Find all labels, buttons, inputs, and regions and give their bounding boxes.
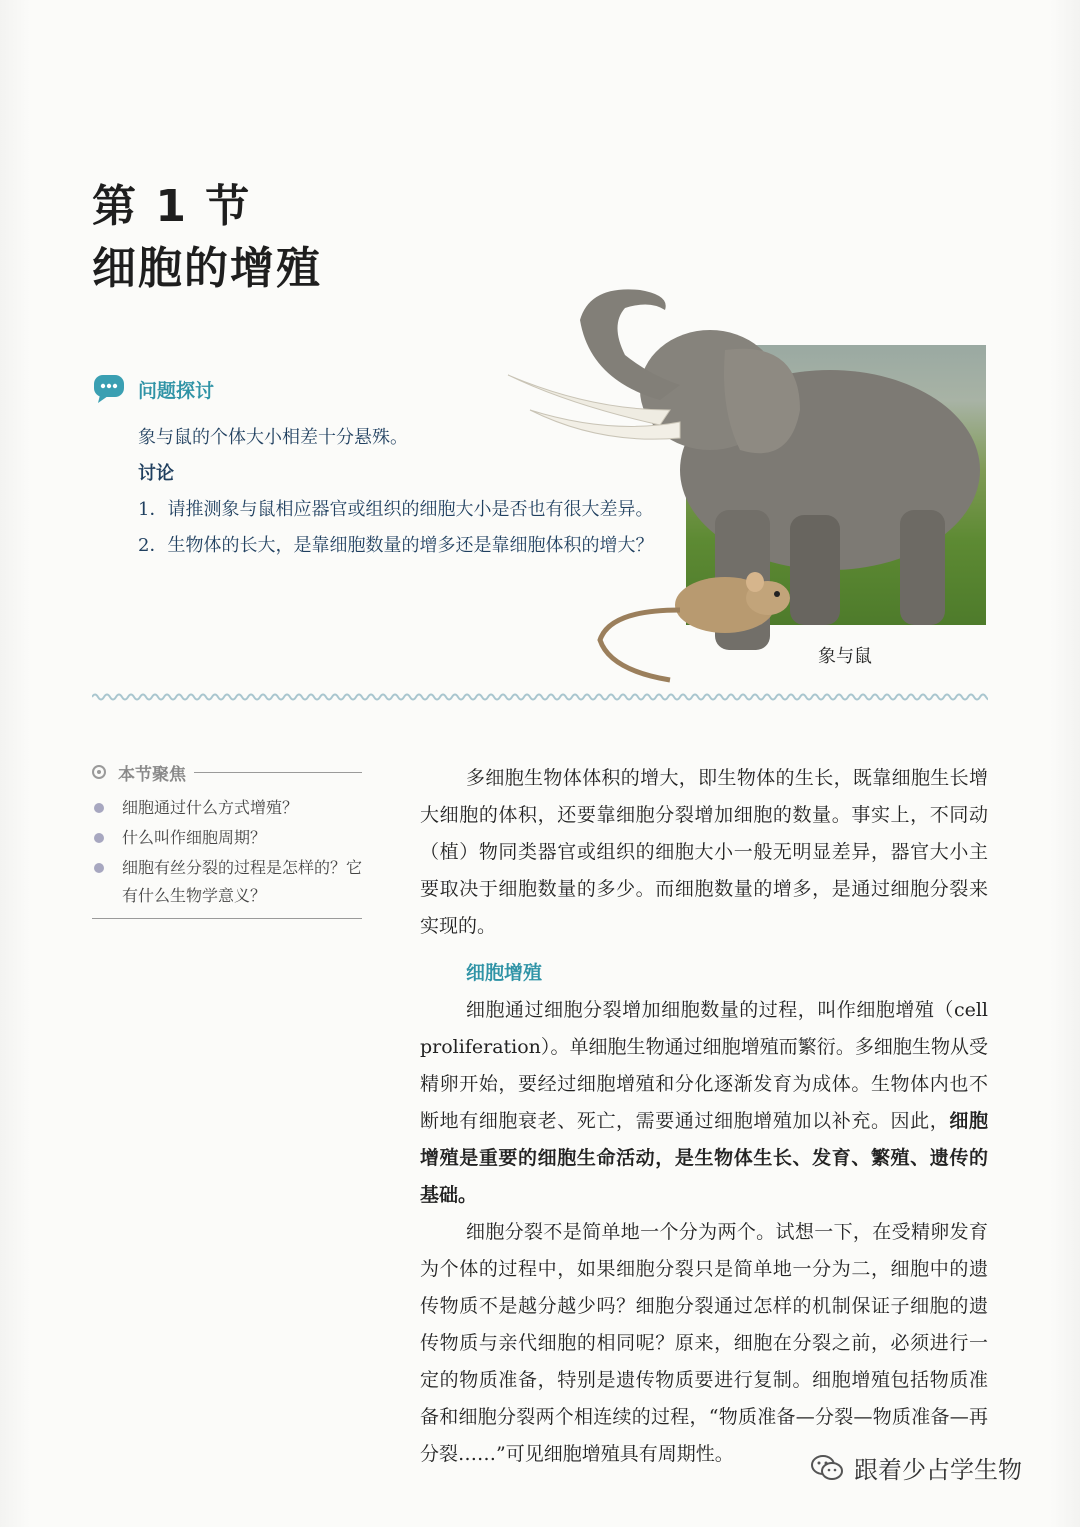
focus-target-icon — [92, 765, 106, 779]
elephant-leg — [900, 510, 945, 625]
mouse-tail — [600, 610, 680, 680]
question-body — [92, 420, 662, 564]
wavy-divider — [92, 690, 988, 704]
main-text — [420, 760, 988, 1473]
section-focus-box — [92, 760, 362, 919]
focus-rule — [194, 772, 362, 773]
key-statement: 细胞增殖是重要的细胞生命活动，是生物体生长、发育、繁殖、遗传的基础。 — [420, 1110, 988, 1206]
focus-bottom-rule — [92, 918, 362, 919]
question-heading: 问题探讨 — [138, 380, 215, 402]
focus-header — [92, 760, 362, 784]
question-1: 1．请推测象与鼠相应器官或组织的细胞大小是否也有很大差异。 — [138, 499, 654, 520]
focus-item: 细胞有丝分裂的过程是怎样的？它有什么生物学意义？ — [92, 854, 362, 910]
paragraph-proliferation-text: 细胞通过细胞分裂增加细胞数量的过程，叫作细胞增殖（cell proliferation）。单细胞生物通过细胞增殖而繁衍。多细胞生物从受精卵开始，要经过细胞增殖和分化逐渐发育为成体。生物体内也不断地有细胞衰老、死亡，需要通过细胞增殖加以补充。因此， — [420, 999, 988, 1132]
mouse-eye — [774, 591, 780, 597]
focus-item: 什么叫作细胞周期？ — [92, 824, 362, 852]
paragraph-division: 细胞分裂不是简单地一个分为两个。试想一下，在受精卵发育为个体的过程中，如果细胞分裂只是简单地一分为二，细胞中的遗传物质不是越分越少吗？细胞分裂通过怎样的机制保证子细胞的遗传物质与亲代细胞的相同呢？原来，细胞在分裂之前，必须进行一定的物质准备，特别是遗传物质要进行复制。细胞增殖包括物质准备和细胞分裂两个相连续的过程，“物质准备—分裂—物质准备—再分裂……”可见细胞增殖具有周期性。 — [420, 1221, 988, 1465]
focus-title: 本节聚焦 — [118, 764, 186, 785]
paragraph-intro: 多细胞生物体体积的增大，即生物体的生长，既靠细胞生长增大细胞的体积，还要靠细胞分裂增加细胞的数量。事实上，不同动（植）物同类器官或组织的细胞大小一般无明显差异，器官大小主要取决于细胞数量的多少。而细胞数量的增多，是通过细胞分裂来实现的。 — [420, 767, 988, 937]
focus-list — [92, 794, 362, 910]
mouse-ear — [746, 572, 764, 592]
elephant-ear — [724, 349, 800, 453]
subheading-cell-proliferation: 细胞增殖 — [466, 962, 543, 984]
discuss-label: 讨论 — [138, 463, 174, 484]
figure-caption: 象与鼠 — [818, 646, 872, 667]
discussion-icon — [92, 373, 128, 405]
paragraph-proliferation — [420, 992, 988, 1214]
focus-item: 细胞通过什么方式增殖？ — [92, 794, 362, 822]
page-title: 细胞的增殖 — [92, 243, 322, 294]
question-intro: 象与鼠的个体大小相差十分悬殊。 — [138, 427, 408, 448]
watermark — [810, 1450, 1022, 1485]
watermark-text: 跟着少占学生物 — [854, 1456, 1022, 1484]
section-number: 第 1 节 — [92, 181, 252, 232]
question-2: 2．生物体的长大，是靠细胞数量的增多还是靠细胞体积的增大？ — [138, 535, 654, 556]
wechat-icon — [810, 1453, 844, 1483]
elephant-leg — [790, 515, 840, 625]
